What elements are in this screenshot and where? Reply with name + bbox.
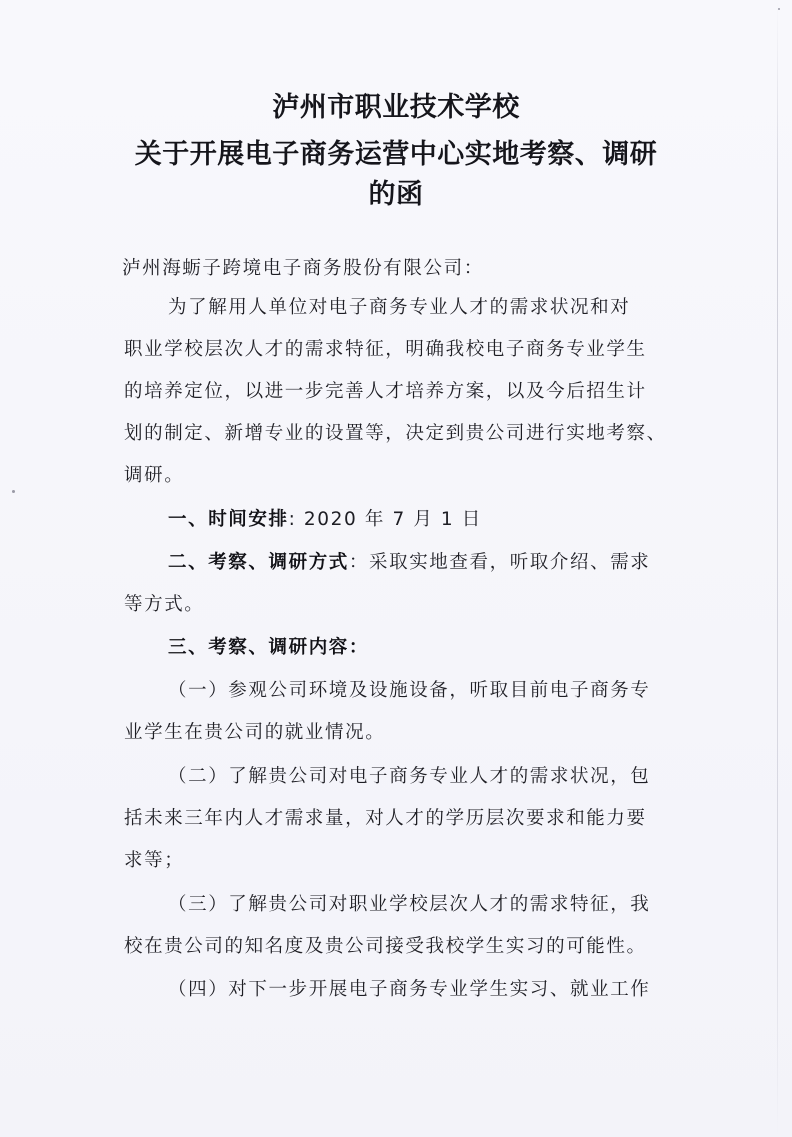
intro-line-1: 为了解用人单位对电子商务专业人才的需求状况和对 <box>168 297 631 318</box>
item-2-line-2: 括未来三年内人才需求量，对人才的学历层次要求和能力要 <box>124 808 647 829</box>
item-2-line-1: （二）了解贵公司对电子商务专业人才的需求状况，包 <box>168 766 651 787</box>
item-3-line-2: 校在贵公司的知名度及贵公司接受我校学生实习的可能性。 <box>124 936 647 957</box>
salutation: 泸州海蛎子跨境电子商务股份有限公司： <box>122 258 484 279</box>
scan-speck <box>12 490 15 493</box>
scan-speck <box>778 8 780 10</box>
item-1-line-2: 业学生在贵公司的就业情况。 <box>124 722 386 743</box>
intro-line-3: 的培养定位，以进一步完善人才培养方案，以及今后招生计 <box>124 381 647 402</box>
section-1 <box>168 508 482 532</box>
section-2-heading: 二、考察、调研方式 <box>168 552 349 573</box>
item-2-line-3: 求等； <box>124 850 185 871</box>
intro-line-5: 调研。 <box>124 465 185 486</box>
title-line-2: 关于开展电子商务运营中心实地考察、调研 <box>134 139 658 170</box>
intro-line-4: 划的制定、新增专业的设置等，决定到贵公司进行实地考察、 <box>124 423 667 444</box>
item-4-line-1: （四）对下一步开展电子商务专业学生实习、就业工作 <box>168 979 651 1000</box>
section-3-heading: 三、考察、调研内容： <box>168 637 370 658</box>
section-2-continued: 等方式。 <box>124 594 205 615</box>
title-line-1: 泸州市职业技术学校 <box>272 92 520 123</box>
section-1-heading: 一、时间安排 <box>168 509 289 530</box>
intro-line-2: 职业学校层次人才的需求特征，明确我校电子商务专业学生 <box>124 339 647 360</box>
item-1-line-1: （一）参观公司环境及设施设备，听取目前电子商务专 <box>168 680 651 701</box>
title-line-3: 的函 <box>368 179 424 210</box>
section-1-value: : 2020 年 7 月 1 日 <box>288 509 482 530</box>
section-2 <box>168 551 650 575</box>
item-3-line-1: （三）了解贵公司对职业学校层次人才的需求特征，我 <box>168 894 651 915</box>
section-2-value: ：采取实地查看，听取介绍、需求 <box>348 552 651 573</box>
